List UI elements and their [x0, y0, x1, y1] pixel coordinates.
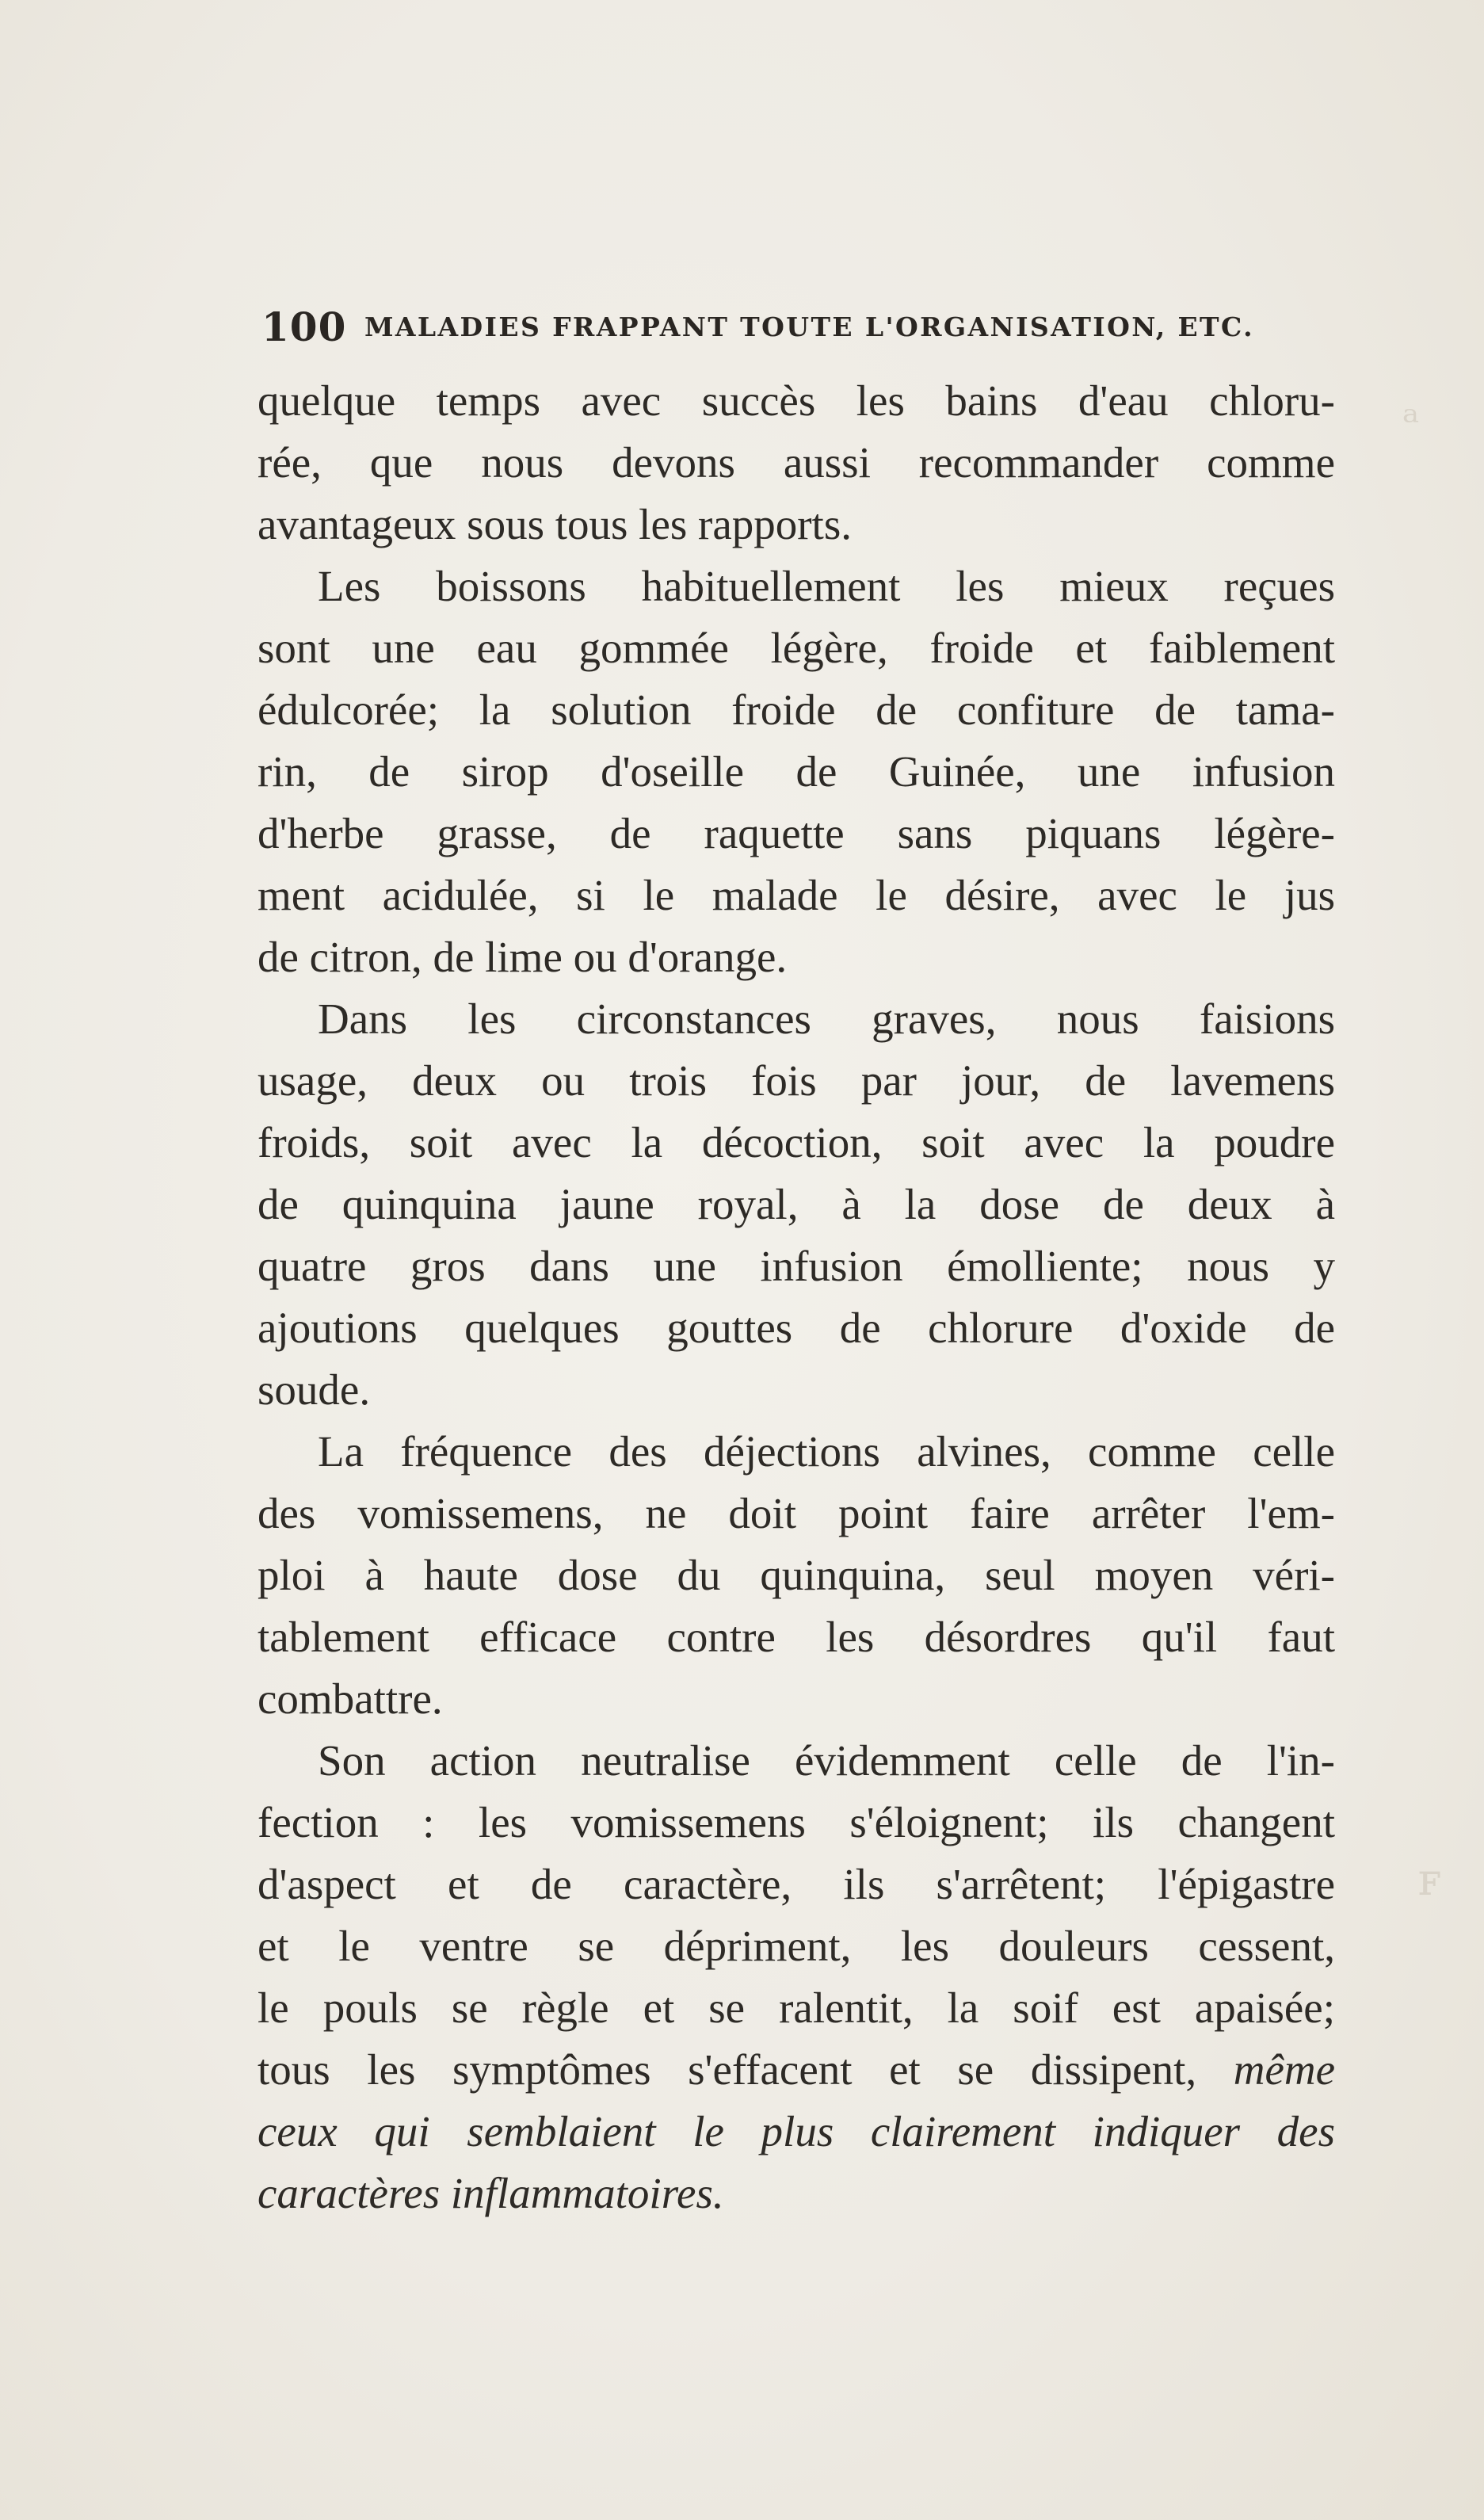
- text-line: [258, 1050, 1335, 1112]
- text-line-roman: de citron, de lime ou d'orange.: [258, 933, 788, 981]
- text-line: [258, 1174, 1335, 1235]
- text-line-roman: froids, soit avec la décoction, soit avec la poudre: [258, 1118, 1335, 1166]
- text-line-roman: quatre gros dans une infusion émolliente; nous y: [258, 1242, 1335, 1290]
- text-line-roman: sont une eau gommée légère, froide et faiblement: [258, 624, 1335, 672]
- text-line: [258, 1359, 1335, 1421]
- running-head: MALADIES FRAPPANT TOUTE L'ORGANISATION, ETC.: [364, 311, 1254, 342]
- text-line-roman: combattre.: [258, 1674, 443, 1723]
- text-line: [258, 432, 1335, 494]
- text-line-roman: quelque temps avec succès les bains d'eau chloru-: [258, 376, 1335, 425]
- text-line: [258, 1297, 1335, 1359]
- text-line: [258, 2039, 1335, 2101]
- text-line-roman: d'aspect et de caractère, ils s'arrêtent; l'épigastre: [258, 1860, 1335, 1908]
- text-line: [258, 1606, 1335, 1668]
- text-line-roman: d'herbe grasse, de raquette sans piquans légère-: [258, 809, 1335, 857]
- text-line: [258, 370, 1335, 432]
- text-line: [258, 1668, 1335, 1730]
- text-line: [258, 1977, 1335, 2039]
- text-line: [258, 803, 1335, 865]
- text-line: [258, 988, 1335, 1050]
- text-line: [258, 741, 1335, 803]
- text-line-roman: le pouls se règle et se ralentit, la soif est apaisée;: [258, 1984, 1335, 2032]
- text-line-roman: fection : les vomissemens s'éloignent; ils changent: [258, 1798, 1335, 1846]
- text-line: [258, 865, 1335, 926]
- text-line-roman: Son action neutralise évidemment celle de l'in-: [318, 1736, 1335, 1785]
- bleed-through-mark: ᵃ: [1402, 396, 1420, 448]
- text-line-roman: La fréquence des déjections alvines, comme celle: [318, 1427, 1335, 1476]
- text-line: [258, 1421, 1335, 1483]
- text-line: [258, 679, 1335, 741]
- text-line: [258, 2163, 1335, 2224]
- body-text: [258, 370, 1335, 2224]
- text-line: [258, 1112, 1335, 1174]
- text-line-italic: ceux qui semblaient le plus clairement indiquer des: [258, 2107, 1335, 2155]
- text-line-roman: des vomissemens, ne doit point faire arrêter l'em-: [258, 1489, 1335, 1537]
- text-line-roman: ment acidulée, si le malade le désire, avec le jus: [258, 871, 1335, 919]
- text-line-roman: ploi à haute dose du quinquina, seul moyen véri-: [258, 1551, 1335, 1599]
- text-line: [258, 1235, 1335, 1297]
- text-line-roman: tablement efficace contre les désordres qu'il faut: [258, 1613, 1335, 1661]
- text-line-roman: Les boissons habituellement les mieux reçues: [318, 562, 1335, 610]
- text-line-roman: rée, que nous devons aussi recommander comme: [258, 438, 1335, 487]
- page-number: 100: [261, 304, 347, 350]
- text-line: [258, 1483, 1335, 1544]
- text-line-roman: usage, deux ou trois fois par jour, de lavemens: [258, 1056, 1335, 1105]
- text-line-roman: soude.: [258, 1365, 371, 1414]
- text-line-roman: avantageux sous tous les rapports.: [258, 500, 852, 548]
- page-header: [261, 304, 1339, 351]
- text-line-roman: ajoutions quelques gouttes de chlorure d'oxide de: [258, 1304, 1335, 1352]
- text-line: [258, 1854, 1335, 1915]
- text-line: [258, 556, 1335, 617]
- text-line: [258, 1730, 1335, 1792]
- text-line-roman: édulcorée; la solution froide de confiture de tama-: [258, 685, 1335, 734]
- text-line: [258, 1544, 1335, 1606]
- text-line-roman: et le ventre se dépriment, les douleurs cessent,: [258, 1922, 1335, 1970]
- bleed-through-mark-2: ꜰ: [1418, 1854, 1441, 1906]
- text-line: [258, 1915, 1335, 1977]
- text-line-italic: même: [1233, 2045, 1335, 2094]
- text-line-italic: caractères inflammatoires.: [258, 2169, 724, 2217]
- text-line: [258, 2101, 1335, 2163]
- text-line: [258, 1792, 1335, 1854]
- text-line-roman: de quinquina jaune royal, à la dose de deux à: [258, 1180, 1335, 1228]
- text-line-roman: Dans les circonstances graves, nous faisions: [318, 995, 1335, 1043]
- text-line: [258, 617, 1335, 679]
- text-line: [258, 494, 1335, 556]
- text-line-roman: rin, de sirop d'oseille de Guinée, une infusion: [258, 747, 1335, 796]
- text-line: [258, 926, 1335, 988]
- text-line-roman: tous les symptômes s'effacent et se dissipent,: [258, 2045, 1197, 2094]
